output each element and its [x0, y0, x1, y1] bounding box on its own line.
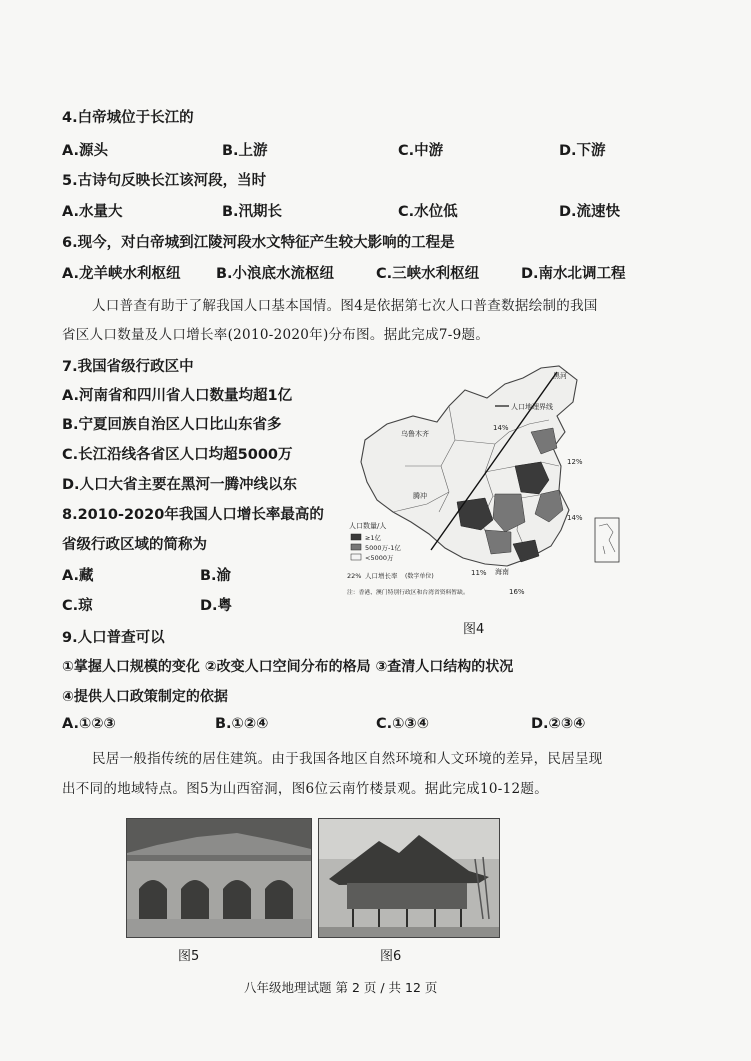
intro-7-9-line-1: 人口普查有助于了解我国人口基本国情。图4是依据第七次人口普查数据绘制的我国: [92, 298, 598, 314]
population-map: [345, 362, 622, 604]
south-china-sea-inset: [595, 518, 619, 562]
q9-statements-line-1: ①掌握人口规模的变化 ②改变人口空间分布的格局 ③查清人口结构的状况: [62, 659, 514, 675]
q7-option-b: B.宁夏回族自治区人口比山东省多: [62, 417, 282, 433]
q4-option-b: B.上游: [222, 143, 268, 159]
q7-option-c: C.长江沿线各省区人口均超5000万: [62, 447, 293, 463]
rate-label-4: 11%: [471, 569, 487, 577]
legend-rate-sample: 22%: [347, 572, 362, 580]
legend-rate-note: (数字单位): [405, 573, 434, 580]
figure-5-caption: 图5: [178, 949, 200, 964]
legend-title: 人口数量/人: [349, 522, 387, 530]
q6-option-c: C.三峡水利枢纽: [376, 266, 480, 282]
intro-10-12-line-2: 出不同的地域特点。图5为山西窑洞，图6位云南竹楼景观。据此完成10-12题。: [62, 781, 548, 797]
q9-option-b: B.①②④: [215, 716, 269, 732]
line-legend-label: 人口地理界线: [511, 403, 553, 411]
q9-option-a: A.①②③: [62, 716, 116, 732]
place-hainan: 海南: [495, 568, 509, 576]
q4-option-d: D.下游: [559, 143, 606, 159]
intro-10-12-line-1: 民居一般指传统的居住建筑。由于我国各地区自然环境和人文环境的差异，民居呈现: [92, 751, 603, 767]
question-4-stem: 4.白帝城位于长江的: [62, 110, 194, 126]
map-note: 注：香港、澳门特别行政区和台湾省资料暂缺。: [347, 590, 469, 596]
q8-option-b: B.渝: [200, 568, 232, 584]
place-tengchong: 腾冲: [413, 492, 427, 500]
question-8-stem-line-2: 省级行政区域的简称为: [62, 537, 207, 553]
figure-4-caption: 图4: [463, 622, 485, 637]
q4-option-c: C.中游: [398, 143, 444, 159]
q9-statements-line-2: ④提供人口政策制定的依据: [62, 689, 228, 705]
figure-6-bamboo-house-photo: [318, 818, 500, 938]
question-8-stem-line-1: 8.2010-2020年我国人口增长率最高的: [62, 507, 324, 523]
rate-label-3: 14%: [567, 514, 583, 522]
q9-option-c: C.①③④: [376, 716, 429, 732]
q9-option-d: D.②③④: [531, 716, 586, 732]
legend-rate-label: 人口增长率: [365, 572, 398, 580]
question-7-stem: 7.我国省级行政区中: [62, 359, 194, 375]
q7-option-d: D.人口大省主要在黑河一腾冲线以东: [62, 477, 298, 493]
rate-label-2: 12%: [567, 458, 583, 466]
legend-item-low: <5000万: [365, 554, 394, 562]
q8-option-d: D.粤: [200, 598, 233, 614]
q8-option-a: A.藏: [62, 568, 94, 584]
legend-item-mid: 5000万-1亿: [365, 544, 402, 552]
question-5-stem: 5.古诗句反映长江该河段，当时: [62, 173, 267, 189]
rate-label-1: 14%: [493, 424, 509, 432]
question-6-stem: 6.现今，对白帝城到江陵河段水文特征产生较大影响的工程是: [62, 235, 455, 251]
q5-option-d: D.流速快: [559, 204, 621, 220]
q6-option-b: B.小浪底水流枢纽: [216, 266, 335, 282]
question-9-stem: 9.人口普查可以: [62, 630, 165, 646]
place-urumqi: 乌鲁木齐: [401, 430, 429, 438]
q5-option-b: B.汛期长: [222, 204, 283, 220]
q5-option-c: C.水位低: [398, 204, 458, 220]
q8-option-c: C.琼: [62, 598, 93, 614]
q6-option-a: A.龙羊峡水利枢纽: [62, 266, 181, 282]
q7-option-a: A.河南省和四川省人口数量均超1亿: [62, 388, 293, 404]
q6-option-d: D.南水北调工程: [521, 266, 626, 282]
figure-6-caption: 图6: [380, 949, 402, 964]
place-heihe: 黑河: [553, 372, 567, 380]
q5-option-a: A.水量大: [62, 204, 123, 220]
rate-label-5: 16%: [509, 588, 525, 596]
figure-5-cave-dwelling-photo: [126, 818, 312, 938]
q4-option-a: A.源头: [62, 143, 108, 159]
intro-7-9-line-2: 省区人口数量及人口增长率(2010-2020年)分布图。据此完成7-9题。: [62, 327, 490, 343]
legend-item-high: ≥1亿: [365, 534, 382, 542]
page-footer: 八年级地理试题 第 2 页 / 共 12 页: [244, 980, 438, 995]
